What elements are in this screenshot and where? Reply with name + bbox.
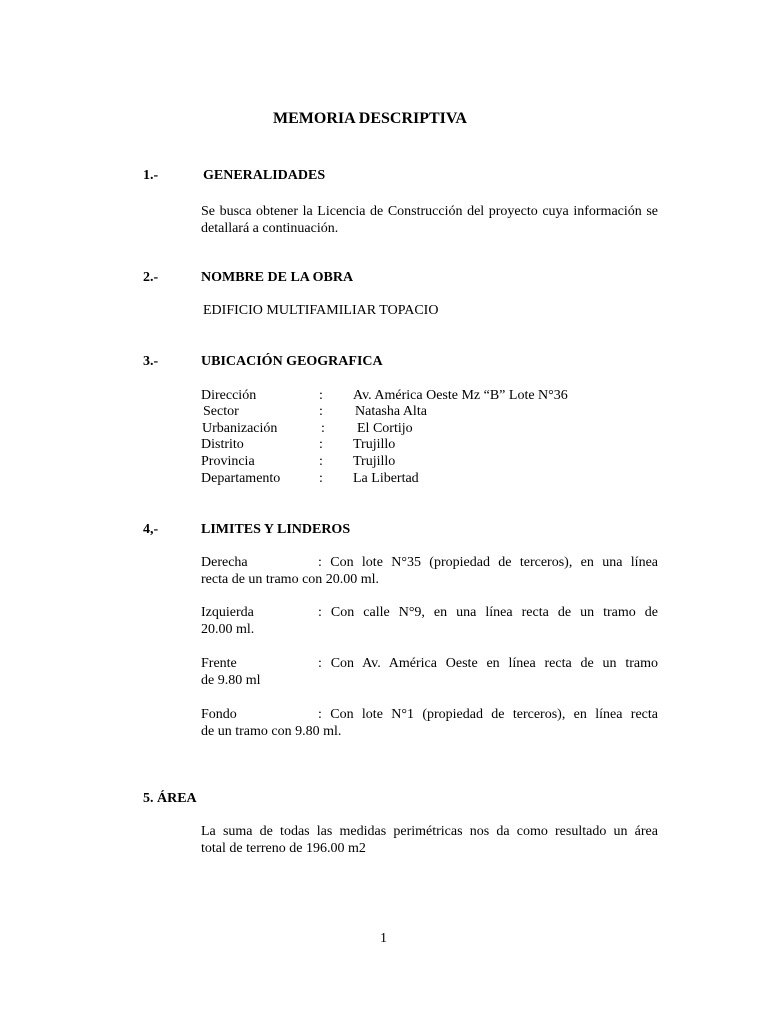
- section-1-heading: GENERALIDADES: [203, 168, 326, 183]
- location-separator: :: [319, 454, 323, 469]
- location-label: Urbanización: [202, 421, 278, 436]
- boundary-label: Derecha: [201, 555, 248, 570]
- boundary-text: : Con lote N°35 (propiedad de terceros), en una línea: [318, 555, 658, 570]
- section-2-heading: NOMBRE DE LA OBRA: [201, 270, 354, 285]
- area-text: La suma de todas las medidas perimétricas nos da como resultado un área: [201, 824, 658, 839]
- location-value: La Libertad: [353, 471, 419, 486]
- location-value: Natasha Alta: [355, 404, 427, 419]
- document-title: MEMORIA DESCRIPTIVA: [273, 110, 467, 127]
- location-label: Departamento: [201, 471, 281, 486]
- location-value: Trujillo: [353, 454, 396, 469]
- project-name: EDIFICIO MULTIFAMILIAR TOPACIO: [203, 303, 439, 318]
- location-label: Sector: [203, 404, 239, 419]
- boundary-label: Izquierda: [201, 605, 254, 620]
- location-value: El Cortijo: [357, 421, 413, 436]
- boundary-text: : Con lote N°1 (propiedad de terceros), en línea recta: [318, 707, 658, 722]
- location-separator: :: [319, 388, 323, 403]
- location-value: Av. América Oeste Mz “B” Lote N°36: [353, 388, 568, 403]
- section-4-number: 4,-: [143, 522, 159, 537]
- boundary-text: : Con calle N°9, en una línea recta de un tramo de: [318, 605, 658, 620]
- boundary-item: [201, 706, 658, 740]
- boundary-item: [201, 604, 658, 638]
- page-number: 1: [380, 931, 387, 946]
- boundary-label: Fondo: [201, 707, 237, 722]
- location-separator: :: [321, 421, 325, 436]
- location-separator: :: [319, 471, 323, 486]
- section-3-number: 3.-: [143, 354, 159, 369]
- location-separator: :: [319, 404, 323, 419]
- boundary-label: Frente: [201, 656, 237, 671]
- section-3-heading: UBICACIÓN GEOGRAFICA: [201, 354, 383, 369]
- section-5-heading: 5. ÁREA: [143, 791, 197, 806]
- section-1-paragraph: Se busca obtener la Licencia de Construcción del proyecto cuya información se detallará a continuación.: [201, 204, 658, 236]
- location-separator: :: [319, 437, 323, 452]
- section-5-paragraph: [201, 823, 658, 857]
- boundary-item: [201, 655, 658, 689]
- boundary-text-cont: de un tramo con 9.80 ml.: [201, 724, 342, 739]
- section-4-heading: LIMITES Y LINDEROS: [201, 522, 351, 537]
- boundary-text: : Con Av. América Oeste en línea recta de un tramo: [318, 656, 658, 671]
- boundary-text-cont: recta de un tramo con 20.00 ml.: [201, 572, 380, 587]
- section-2-number: 2.-: [143, 270, 159, 285]
- location-label: Provincia: [201, 454, 255, 469]
- boundary-text-cont: de 9.80 ml: [201, 673, 261, 688]
- boundary-text-cont: 20.00 ml.: [201, 622, 255, 637]
- location-value: Trujillo: [353, 437, 396, 452]
- section-1-number: 1.-: [143, 168, 159, 183]
- location-label: Distrito: [201, 437, 244, 452]
- area-text-cont: total de terreno de 196.00 m2: [201, 841, 366, 856]
- location-label: Dirección: [201, 388, 257, 403]
- boundary-item: [201, 554, 658, 588]
